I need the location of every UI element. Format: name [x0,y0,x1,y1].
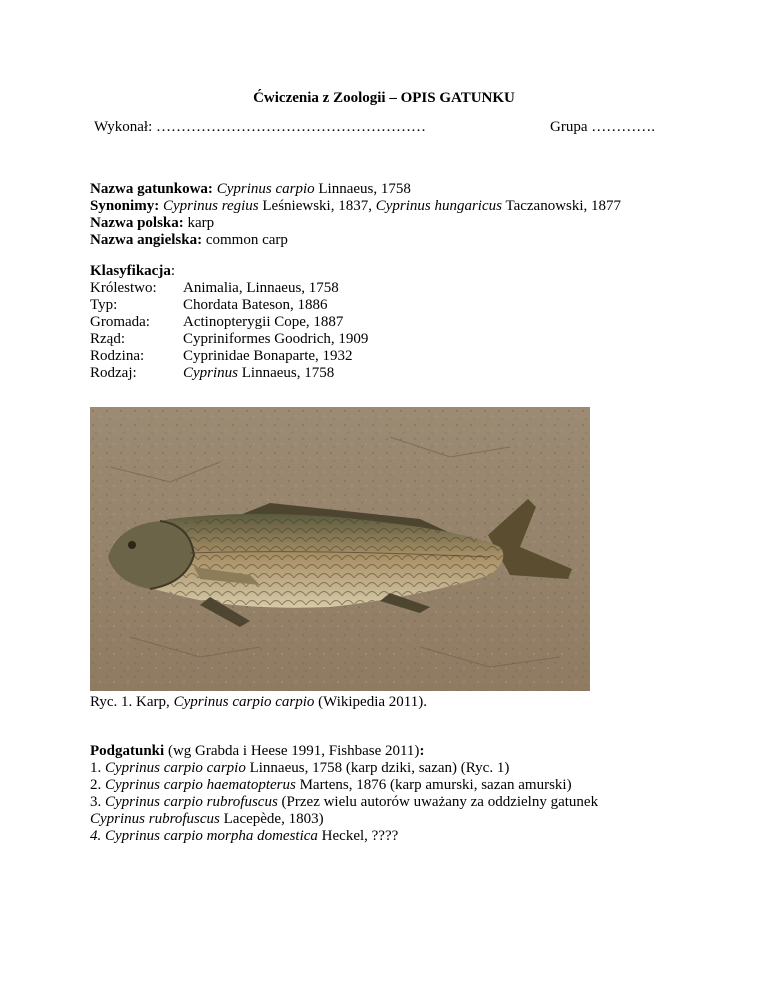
classification-label: Rząd: [90,331,125,347]
synonym-2-author: Taczanowski, 1877 [505,198,622,214]
subspecies-item-continuation [90,811,324,828]
synonym-1-name: Cyprinus regius [162,198,259,214]
species-name-line [90,181,411,198]
classification-label: Królestwo: [90,280,157,296]
synonym-1-author: Leśniewski, 1837, [262,198,372,214]
synonym-2-name: Cyprinus hungaricus [375,198,502,214]
subspecies-number: 1. [90,760,102,776]
carp-photo [90,407,590,691]
classification-value: Cyprinidae Bonaparte, 1932 [183,348,353,364]
classification-label: Gromada: [90,314,150,330]
english-name-line [90,232,288,249]
subspecies-heading-note: (wg Grabda i Heese 1991, Fishbase 2011) [167,743,420,759]
subspecies-item [90,777,572,794]
synonyms-label: Synonimy: [90,198,160,214]
subspecies-detail: (Przez wielu autorów uważany za oddzielny gatunek [281,794,599,810]
polish-name-value: karp [187,215,215,231]
subspecies-name: Cyprinus carpio haematopterus [105,777,296,793]
classification-value: Cypriniformes Goodrich, 1909 [183,331,369,347]
subspecies-item [90,760,509,777]
page-title: Ćwiczenia z Zoologii – OPIS GATUNKU [253,90,515,106]
author-field: Wykonał: ……………………………………………… [94,119,426,135]
subspecies-heading-text: Podgatunki [90,743,165,759]
classification-value: Chordata Bateson, 1886 [183,297,328,313]
classification-value: Actinopterygii Cope, 1887 [183,314,344,330]
subspecies-detail: Linnaeus, 1758 (karp dziki, sazan) (Ryc. 1) [249,760,510,776]
subspecies-item [90,794,598,811]
english-name-value: common carp [205,232,288,248]
species-name-italic: Cyprinus carpio [216,181,315,197]
genus-italic: Cyprinus [183,365,239,381]
species-name-label: Nazwa gatunkowa: [90,181,213,197]
polish-name-line [90,215,214,232]
group-field: Grupa …………. [550,119,655,135]
subspecies-name: Cyprinus rubrofuscus [90,811,220,827]
subspecies-name: Cyprinus carpio morpha domestica [105,828,318,844]
synonyms-line [90,198,621,215]
polish-name-label: Nazwa polska: [90,215,184,231]
subspecies-number: 3. [90,794,102,810]
caption-prefix: Ryc. 1. Karp, [90,694,170,710]
subspecies-name: Cyprinus carpio rubrofuscus [105,794,278,810]
caption-species: Cyprinus carpio carpio [173,694,315,710]
subspecies-detail: Lacepède, 1803) [223,811,324,827]
subspecies-heading [90,743,424,760]
subspecies-item [90,828,398,845]
classification-value: Animalia, Linnaeus, 1758 [183,280,339,296]
subspecies-number: 4. [90,828,102,844]
subspecies-detail: Heckel, ???? [321,828,399,844]
classification-heading [90,263,175,280]
subspecies-detail: Martens, 1876 (karp amurski, sazan amurski) [299,777,572,793]
subspecies-heading-colon: : [419,743,425,759]
figure-caption [90,694,427,711]
classification-heading-colon: : [170,263,176,279]
english-name-label: Nazwa angielska: [90,232,203,248]
classification-label: Typ: [90,297,118,313]
genus-author: Linnaeus, 1758 [241,365,335,381]
caption-source: (Wikipedia 2011). [318,694,427,710]
species-name-author: Linnaeus, 1758 [318,181,411,197]
classification-value [183,365,334,382]
subspecies-name: Cyprinus carpio carpio [105,760,246,776]
classification-label: Rodzaj: [90,365,137,381]
subspecies-number: 2. [90,777,102,793]
classification-label: Rodzina: [90,348,145,364]
classification-heading-text: Klasyfikacja [90,263,171,279]
